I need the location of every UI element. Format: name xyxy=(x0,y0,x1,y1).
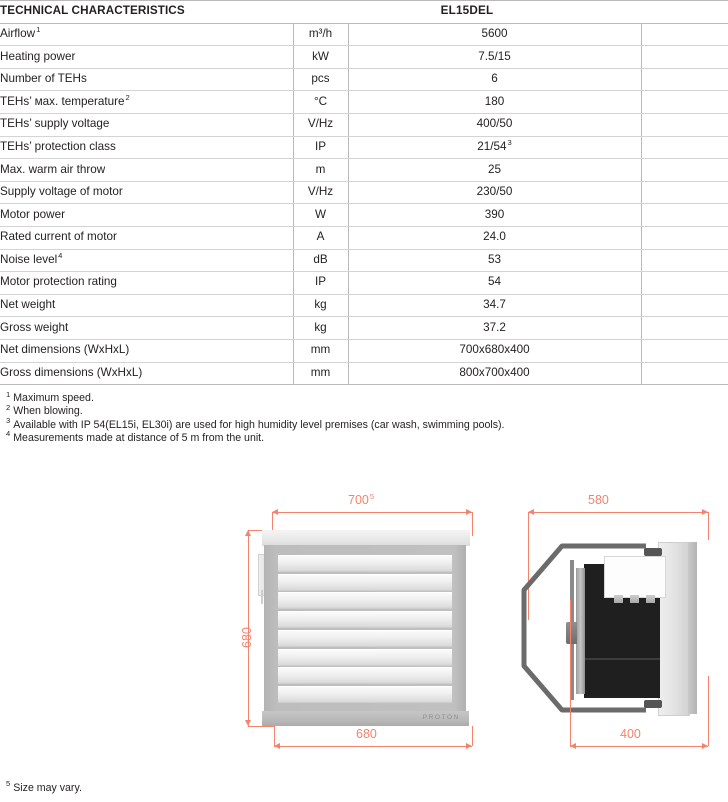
table-row xyxy=(0,226,728,249)
row-empty-cell xyxy=(641,272,728,295)
row-empty-cell xyxy=(641,339,728,362)
row-empty-cell xyxy=(641,181,728,204)
row-parameter-name: Gross dimensions (WxHxL) xyxy=(0,362,293,385)
footnotes-list xyxy=(0,389,728,445)
row-parameter-name: Net dimensions (WxHxL) xyxy=(0,339,293,362)
row-unit: pcs xyxy=(293,68,348,91)
row-parameter-name: TEHs’ мax. temperature$^2$ xyxy=(0,91,293,114)
front-top-cap xyxy=(262,530,470,546)
row-unit: m xyxy=(293,159,348,182)
row-parameter-name: Max. warm air throw xyxy=(0,159,293,182)
row-empty-cell xyxy=(641,91,728,114)
table-row xyxy=(0,23,728,46)
footnote-text: Available with IP 54(EL15i, EL30i) are used for high humidity level premises (car wash, swimming pools). xyxy=(13,418,505,431)
table-row xyxy=(0,159,728,182)
front-louver-grille xyxy=(278,555,452,703)
row-unit: W xyxy=(293,204,348,227)
side-depth-400-label: 400 xyxy=(620,727,641,741)
footnote-item xyxy=(6,429,728,445)
row-parameter-name: Noise level$^4$ xyxy=(0,249,293,272)
row-empty-cell xyxy=(641,46,728,69)
table-row xyxy=(0,362,728,385)
footnote-reference: 1 xyxy=(36,25,41,35)
side-bottom-ext-left xyxy=(570,600,571,746)
table-row xyxy=(0,249,728,272)
row-value: 400/50 xyxy=(348,113,641,136)
side-width-580-label: 580 xyxy=(588,493,609,507)
louver-slat xyxy=(278,667,452,684)
row-unit: IP xyxy=(293,136,348,159)
side-bottom-dim-line xyxy=(570,746,708,747)
footnote-marker: 4 xyxy=(6,429,11,439)
row-unit: °C xyxy=(293,91,348,114)
table-row xyxy=(0,339,728,362)
front-top-dim-line xyxy=(272,512,472,513)
side-fan-guard xyxy=(576,568,585,694)
footnote-reference: 4 xyxy=(58,251,63,260)
front-bottom-ext-left xyxy=(274,726,275,746)
footnote-item xyxy=(6,389,728,405)
row-unit: kg xyxy=(293,294,348,317)
row-value: 7.5/15 xyxy=(348,46,641,69)
table-row xyxy=(0,294,728,317)
side-top-ext-right xyxy=(708,512,709,540)
side-plate-edge xyxy=(688,542,697,714)
row-empty-cell xyxy=(641,317,728,340)
proton-logo: PROTON xyxy=(422,714,460,721)
row-value: 54 xyxy=(348,272,641,295)
footnote-reference: 2 xyxy=(125,92,130,102)
front-height-680-label: 680 xyxy=(240,627,254,648)
front-left-ext-bottom xyxy=(248,726,274,727)
row-value: 6 xyxy=(348,68,641,91)
row-unit: mm xyxy=(293,339,348,362)
table-row xyxy=(0,136,728,159)
footnote-marker: 3 xyxy=(6,415,11,425)
row-parameter-name: Heating power xyxy=(0,46,293,69)
row-unit: mm xyxy=(293,362,348,385)
table-row xyxy=(0,272,728,295)
table-row xyxy=(0,68,728,91)
row-empty-cell xyxy=(641,204,728,227)
table-row xyxy=(0,181,728,204)
side-view-unit xyxy=(518,530,708,726)
side-bottom-mount-lug xyxy=(644,700,662,708)
row-value: 24.0 xyxy=(348,226,641,249)
row-value: 5600 xyxy=(348,23,641,46)
row-value: 390 xyxy=(348,204,641,227)
footnote-item xyxy=(6,415,728,432)
row-empty-cell xyxy=(641,68,728,91)
row-unit: V/Hz xyxy=(293,113,348,136)
footnote-reference: 3 xyxy=(507,138,512,148)
table-row xyxy=(0,204,728,227)
row-empty-cell xyxy=(641,362,728,385)
row-unit: IP xyxy=(293,272,348,295)
table-row xyxy=(0,113,728,136)
row-empty-cell xyxy=(641,226,728,249)
front-bottom-dim-line xyxy=(274,746,472,747)
front-side-pipe xyxy=(261,590,263,604)
front-width-680-label: 680 xyxy=(356,727,377,741)
row-parameter-name: Number of TEHs xyxy=(0,68,293,91)
row-unit: kW xyxy=(293,46,348,69)
row-empty-cell xyxy=(641,249,728,272)
row-unit: dB xyxy=(293,249,348,272)
footnote-text: Maximum speed. xyxy=(13,392,94,405)
row-parameter-name: Airflow$^1$ xyxy=(0,23,293,46)
row-value: 180 xyxy=(348,91,641,114)
row-unit: A xyxy=(293,226,348,249)
row-parameter-name: Net weight xyxy=(0,294,293,317)
footnote-marker: 2 xyxy=(6,402,11,412)
footnote-size-may-vary xyxy=(6,779,82,795)
spec-rows xyxy=(0,23,728,385)
row-value: 34.7 xyxy=(348,294,641,317)
front-width-700-label: $700^5$ xyxy=(348,491,375,507)
table-row xyxy=(0,46,728,69)
row-value: 37.2 xyxy=(348,317,641,340)
cable-gland xyxy=(646,595,655,603)
cable-gland xyxy=(630,595,639,603)
row-empty-cell xyxy=(641,113,728,136)
row-parameter-name: Gross weight xyxy=(0,317,293,340)
table-title-row xyxy=(0,1,728,24)
row-empty-cell xyxy=(641,294,728,317)
table-row xyxy=(0,317,728,340)
footnote-marker: 1 xyxy=(6,389,11,399)
model-name: EL15DEL xyxy=(293,1,641,24)
row-unit: m³/h xyxy=(293,23,348,46)
row-unit: kg xyxy=(293,317,348,340)
footnote-marker: 5 xyxy=(6,779,11,789)
footnote-text: When blowing. xyxy=(13,405,83,418)
row-value: 230/50 xyxy=(348,181,641,204)
cable-gland xyxy=(614,595,623,603)
row-value: $21/54^3$ xyxy=(348,136,641,159)
row-empty-cell xyxy=(641,136,728,159)
page-title: TECHNICAL CHARACTERISTICS xyxy=(0,1,293,24)
row-parameter-name: Motor power xyxy=(0,204,293,227)
side-top-dim-line xyxy=(528,512,708,513)
louver-slat xyxy=(278,630,452,647)
front-bottom-ext-right xyxy=(472,726,473,746)
footnote-item xyxy=(6,402,728,418)
row-parameter-name: TEHs’ protection class xyxy=(0,136,293,159)
side-body-seam xyxy=(584,658,660,660)
row-parameter-name: Rated current of motor xyxy=(0,226,293,249)
row-parameter-name: TEHs’ supply voltage xyxy=(0,113,293,136)
footnote-text: Measurements made at distance of 5 m from the unit. xyxy=(13,431,265,444)
side-motor-hub xyxy=(566,622,577,644)
technical-characteristics-table xyxy=(0,0,728,385)
front-view-unit xyxy=(258,530,470,726)
dimension-drawings xyxy=(0,480,728,770)
row-parameter-name: Supply voltage of motor xyxy=(0,181,293,204)
row-parameter-name: Motor protection rating xyxy=(0,272,293,295)
louver-slat xyxy=(278,611,452,628)
row-unit: V/Hz xyxy=(293,181,348,204)
row-empty-cell xyxy=(641,159,728,182)
table-row xyxy=(0,91,728,114)
title-spacer-cell xyxy=(641,1,728,24)
row-value: 700x680x400 xyxy=(348,339,641,362)
louver-slat xyxy=(278,686,452,703)
terminal-box xyxy=(604,556,666,598)
front-top-ext-right xyxy=(472,512,473,536)
row-value: 25 xyxy=(348,159,641,182)
row-value: 53 xyxy=(348,249,641,272)
louver-slat xyxy=(278,574,452,591)
louver-slat xyxy=(278,555,452,572)
louver-slat xyxy=(278,592,452,609)
side-top-mount-lug xyxy=(644,548,662,556)
row-value: 800x700x400 xyxy=(348,362,641,385)
louver-slat xyxy=(278,649,452,666)
footnote-text: Size may vary. xyxy=(13,782,82,794)
side-bottom-ext-right xyxy=(708,676,709,746)
row-empty-cell xyxy=(641,23,728,46)
